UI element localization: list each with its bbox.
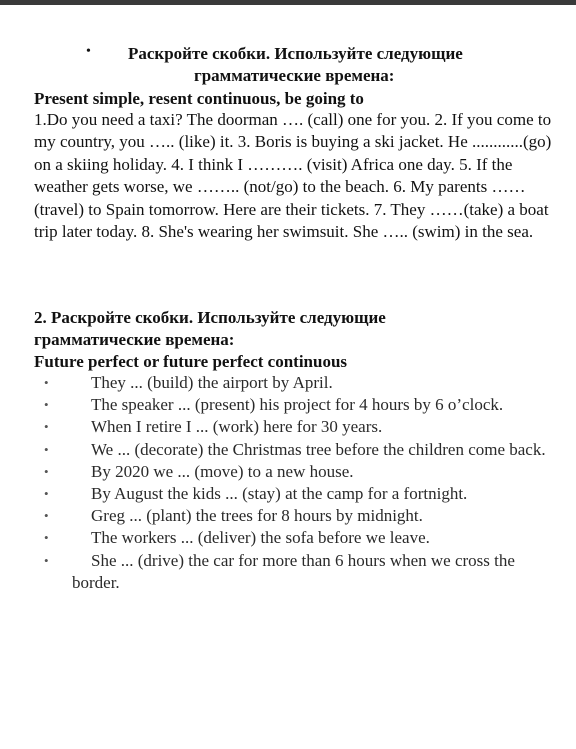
list-item: • The workers ... (deliver) the sofa before we leave. <box>0 527 576 549</box>
bullet-icon: • <box>44 441 49 457</box>
bullet-icon: • <box>44 530 49 546</box>
bullet-icon: • <box>44 375 49 390</box>
section1-tenses-heading: Present simple, resent continuous, be going to <box>34 89 364 108</box>
list-item: • She ... (drive) the car for more than 6 hours when we cross the border. <box>44 550 515 592</box>
list-item: • We ... (decorate) the Christmas tree before the children come back. <box>0 439 576 461</box>
section2-title-line2: грамматические времена: <box>34 330 235 349</box>
list-item: • The speaker ... (present) his project for 4 hours by 6 o’clock. <box>0 394 576 416</box>
bullet-icon: • <box>44 508 49 524</box>
section1-exercise-text: 1.Do you need a taxi? The doorman …. (call) one for you. 2. If you come to my country, you ….. (like) it. 3. Boris is buying a ski jacket. He ............(go) on a skiing holiday. 4. I think I ………. (visit) Africa one day. 5. If the weather gets worse, we …….. (not/go) to the beach. 6. My parents …… (travel) to Spain tomorrow. Here are their tickets. 7. They ……(take) a boat trip later today. 8. She's wearing her swimsuit. She ….. (swim) in the sea. <box>34 110 552 242</box>
section1-title-line1: Раскройте скобки. Используйте следующие <box>128 44 463 63</box>
section2-title-line1: 2. Раскройте скобки. Используйте следующие <box>34 308 386 327</box>
list-item: • They ... (build) the airport by April. <box>0 372 576 394</box>
bullet-icon: • <box>44 397 49 413</box>
bullet-icon: • <box>44 419 49 435</box>
list-item: • Greg ... (plant) the trees for 8 hours by midnight. <box>0 505 576 527</box>
bullet-icon: • <box>44 486 49 502</box>
list-item: • By August the kids ... (stay) at the camp for a fortnight. <box>0 483 576 505</box>
list-item: • When I retire I ... (work) here for 30 years. <box>0 416 576 438</box>
bullet-icon: • <box>44 463 49 479</box>
section2-exercise-list <box>0 372 576 594</box>
section2-tenses-heading: Future perfect or future perfect continuous <box>34 352 348 371</box>
list-item: • By 2020 we ... (move) to a new house. <box>0 461 576 483</box>
bullet-icon: • <box>44 552 49 568</box>
section1-title-line2: грамматические времена: <box>194 66 395 85</box>
section1-bullet: • <box>86 44 91 59</box>
